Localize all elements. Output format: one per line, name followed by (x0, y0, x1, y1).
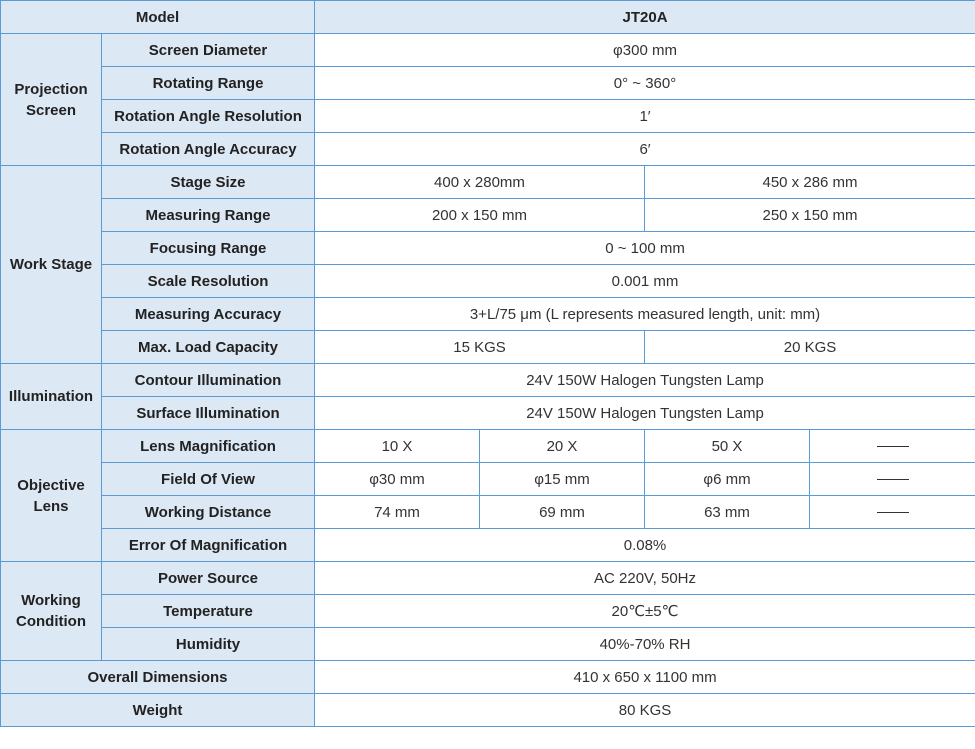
row-contour-illumination (1, 364, 975, 397)
field-of-view-value-3: φ6 mm (645, 463, 810, 496)
max-load-capacity-value-2: 20 KGS (645, 331, 975, 364)
surface-illumination-value: 24V 150W Halogen Tungsten Lamp (315, 397, 975, 430)
contour-illumination-label: Contour Illumination (102, 364, 315, 397)
working-distance-empty (810, 496, 975, 529)
focusing-range-value: 0 ~ 100 mm (315, 232, 975, 265)
lens-magnification-value-2: 20 X (480, 430, 645, 463)
row-working-distance (1, 496, 975, 529)
row-rotation-angle-accuracy (1, 133, 975, 166)
field-of-view-value-1: φ30 mm (315, 463, 480, 496)
rotating-range-label: Rotating Range (102, 67, 315, 100)
error-of-magnification-label: Error Of Magnification (102, 529, 315, 562)
empty-dash-icon (877, 446, 909, 447)
temperature-value: 20℃±5℃ (315, 595, 975, 628)
rotation-angle-accuracy-value: 6′ (315, 133, 975, 166)
empty-dash-icon (877, 479, 909, 480)
row-measuring-accuracy (1, 298, 975, 331)
surface-illumination-label: Surface Illumination (102, 397, 315, 430)
measuring-accuracy-value: 3+L/75 μm (L represents measured length, unit: mm) (315, 298, 975, 331)
rotation-angle-resolution-label: Rotation Angle Resolution (102, 100, 315, 133)
error-of-magnification-value: 0.08% (315, 529, 975, 562)
max-load-capacity-value-1: 15 KGS (315, 331, 645, 364)
row-scale-resolution (1, 265, 975, 298)
lens-magnification-value-3: 50 X (645, 430, 810, 463)
scale-resolution-label: Scale Resolution (102, 265, 315, 298)
lens-magnification-empty (810, 430, 975, 463)
row-max-load-capacity (1, 331, 975, 364)
power-source-label: Power Source (102, 562, 315, 595)
working-distance-value-2: 69 mm (480, 496, 645, 529)
field-of-view-label: Field Of View (102, 463, 315, 496)
group-work-stage: Work Stage (1, 166, 102, 364)
stage-size-value-2: 450 x 286 mm (645, 166, 975, 199)
group-working-condition: Working Condition (1, 562, 102, 661)
weight-label: Weight (1, 694, 315, 727)
focusing-range-label: Focusing Range (102, 232, 315, 265)
rotation-angle-resolution-value: 1′ (315, 100, 975, 133)
max-load-capacity-label: Max. Load Capacity (102, 331, 315, 364)
row-measuring-range (1, 199, 975, 232)
row-lens-magnification (1, 430, 975, 463)
rotating-range-value: 0° ~ 360° (315, 67, 975, 100)
row-error-of-magnification (1, 529, 975, 562)
weight-value: 80 KGS (315, 694, 975, 727)
field-of-view-empty (810, 463, 975, 496)
measuring-accuracy-label: Measuring Accuracy (102, 298, 315, 331)
group-objective-lens: Objective Lens (1, 430, 102, 562)
row-temperature (1, 595, 975, 628)
scale-resolution-value: 0.001 mm (315, 265, 975, 298)
row-screen-diameter (1, 34, 975, 67)
humidity-value: 40%-70% RH (315, 628, 975, 661)
field-of-view-value-2: φ15 mm (480, 463, 645, 496)
stage-size-label: Stage Size (102, 166, 315, 199)
row-rotation-angle-resolution (1, 100, 975, 133)
group-projection-screen: Projection Screen (1, 34, 102, 166)
lens-magnification-value-1: 10 X (315, 430, 480, 463)
stage-size-value-1: 400 x 280mm (315, 166, 645, 199)
working-distance-label: Working Distance (102, 496, 315, 529)
measuring-range-label: Measuring Range (102, 199, 315, 232)
row-focusing-range (1, 232, 975, 265)
model-value: JT20A (315, 1, 975, 34)
row-model (1, 1, 975, 34)
humidity-label: Humidity (102, 628, 315, 661)
group-illumination: Illumination (1, 364, 102, 430)
row-weight (1, 694, 975, 727)
overall-dimensions-label: Overall Dimensions (1, 661, 315, 694)
model-label: Model (1, 1, 315, 34)
row-rotating-range (1, 67, 975, 100)
screen-diameter-label: Screen Diameter (102, 34, 315, 67)
lens-magnification-label: Lens Magnification (102, 430, 315, 463)
measuring-range-value-2: 250 x 150 mm (645, 199, 975, 232)
contour-illumination-value: 24V 150W Halogen Tungsten Lamp (315, 364, 975, 397)
row-surface-illumination (1, 397, 975, 430)
power-source-value: AC 220V, 50Hz (315, 562, 975, 595)
row-stage-size (1, 166, 975, 199)
screen-diameter-value: φ300 mm (315, 34, 975, 67)
rotation-angle-accuracy-label: Rotation Angle Accuracy (102, 133, 315, 166)
row-power-source (1, 562, 975, 595)
row-field-of-view (1, 463, 975, 496)
measuring-range-value-1: 200 x 150 mm (315, 199, 645, 232)
working-distance-value-3: 63 mm (645, 496, 810, 529)
row-overall-dimensions (1, 661, 975, 694)
working-distance-value-1: 74 mm (315, 496, 480, 529)
empty-dash-icon (877, 512, 909, 513)
row-humidity (1, 628, 975, 661)
overall-dimensions-value: 410 x 650 x 1100 mm (315, 661, 975, 694)
temperature-label: Temperature (102, 595, 315, 628)
